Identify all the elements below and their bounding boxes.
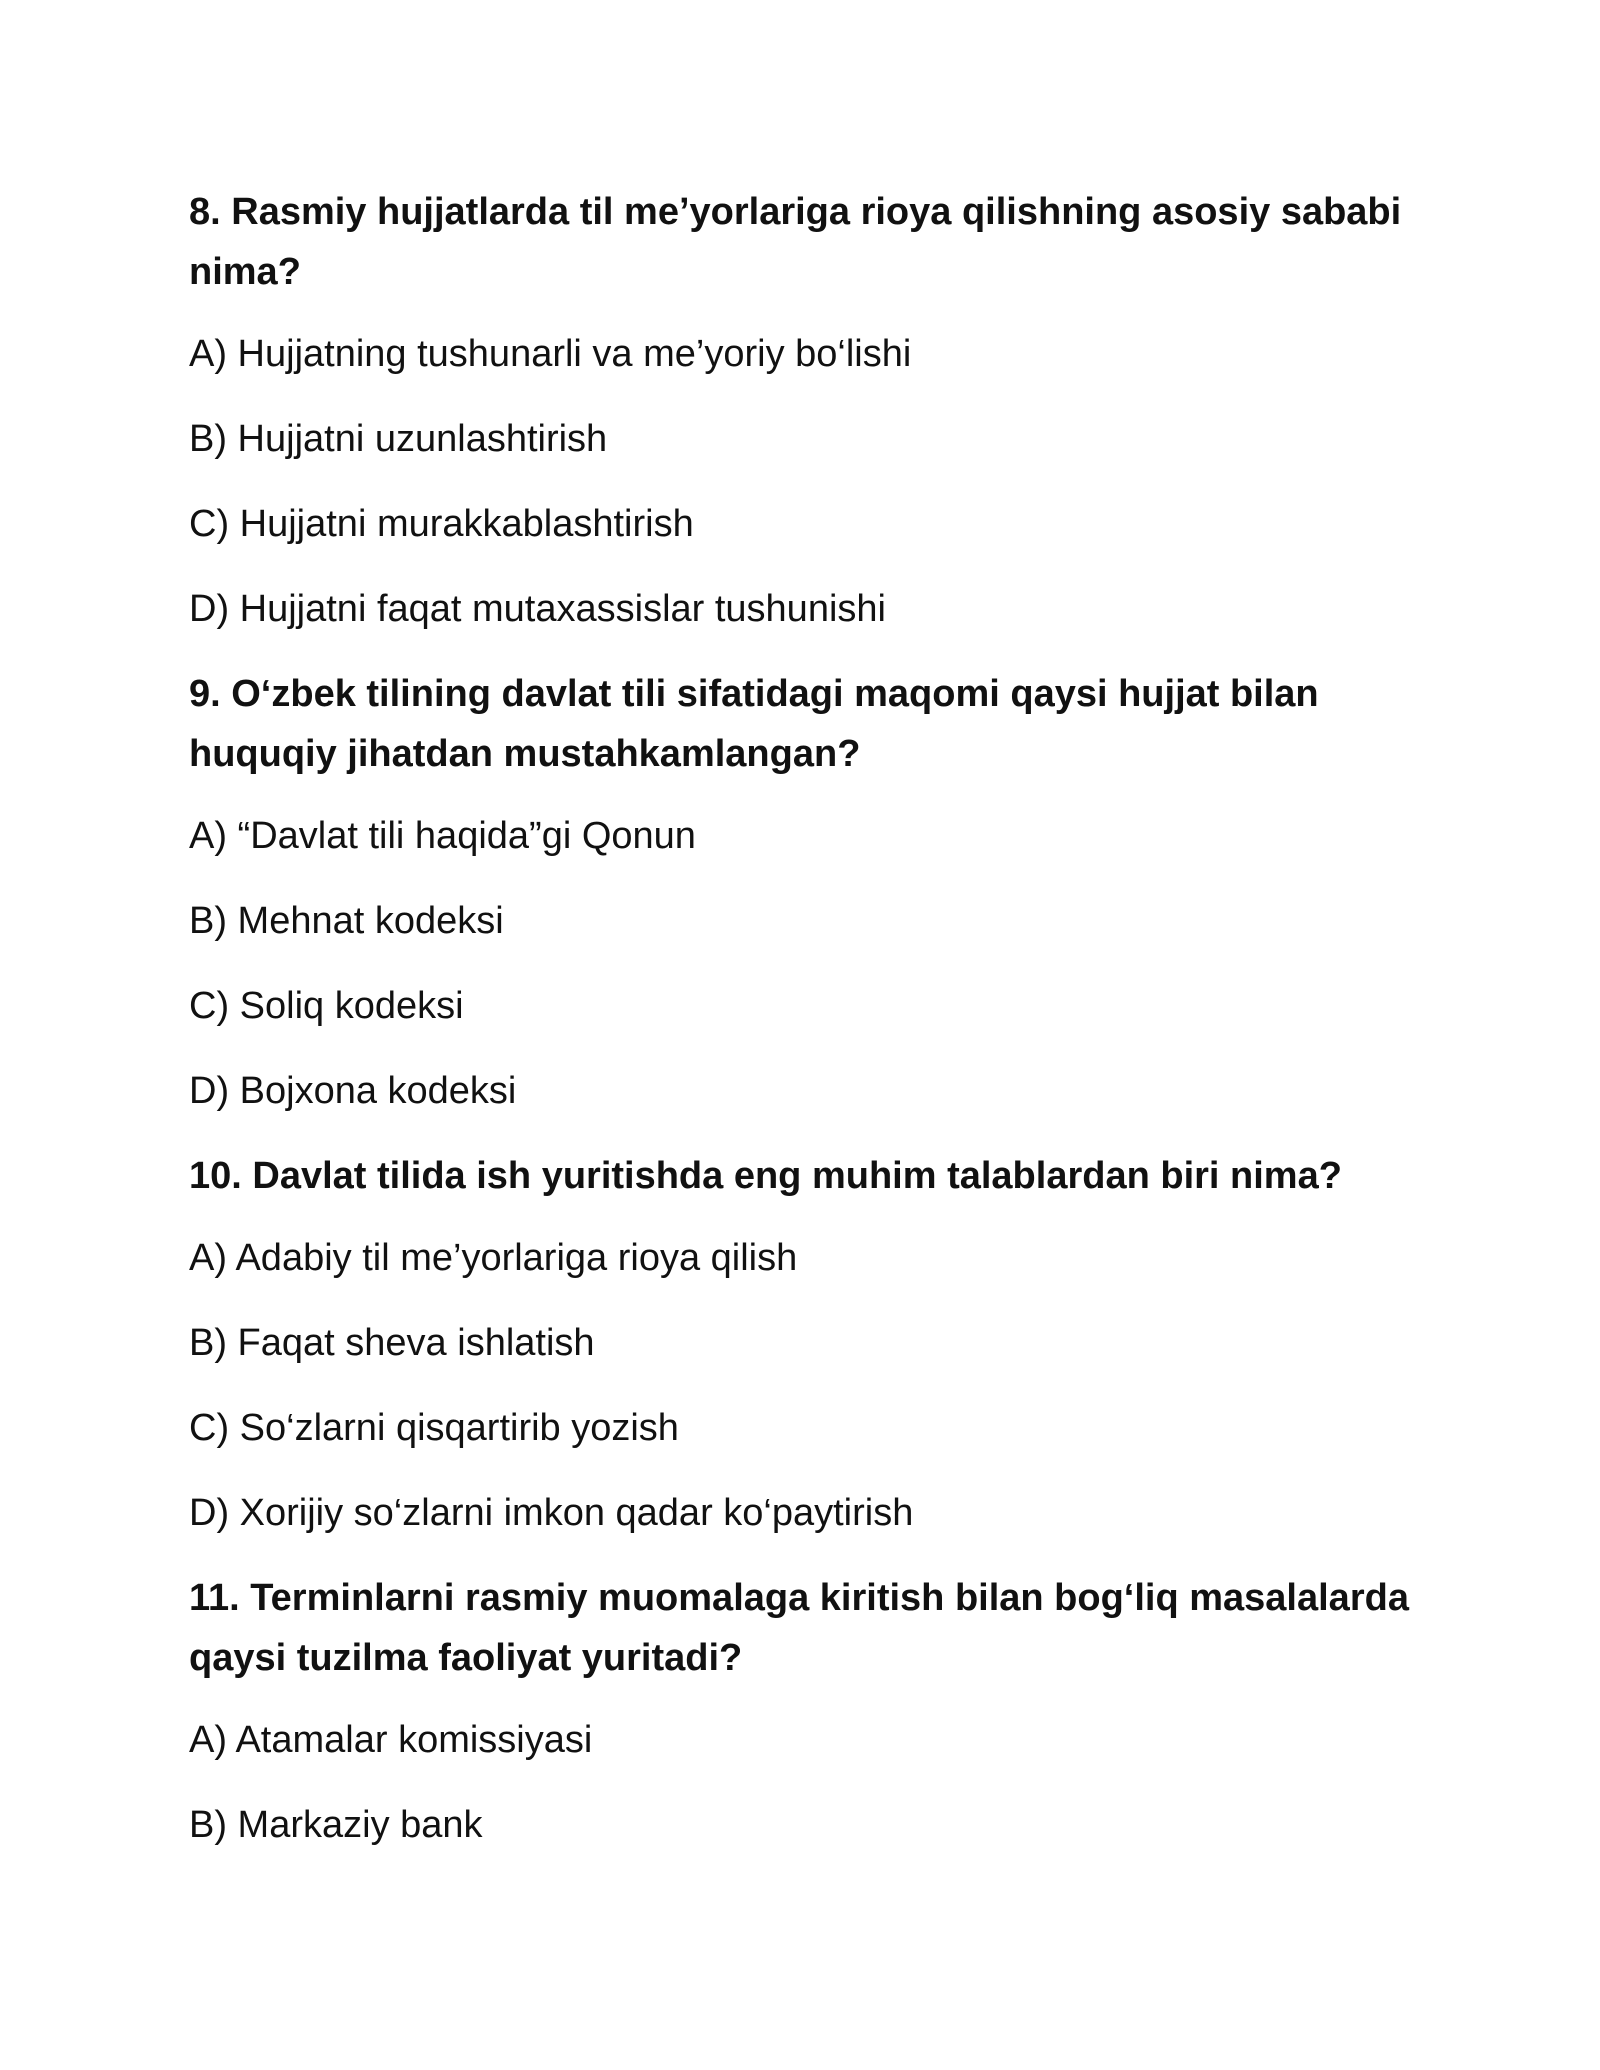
answer-option: C) So‘zlarni qisqartirib yozish: [189, 1407, 679, 1449]
question-block: [189, 182, 1419, 639]
answer-option: B) Hujjatni uzunlashtirish: [189, 418, 608, 460]
answer-option: A) Adabiy til me’yorlariga rioya qilish: [189, 1237, 798, 1279]
answer-option: A) Hujjatning tushunarli va me’yoriy bo‘lishi: [189, 333, 912, 375]
answer-option: A) Atamalar komissiyasi: [189, 1719, 593, 1761]
answer-option: C) Hujjatni murakkablashtirish: [189, 503, 694, 545]
question-block: [189, 1146, 1419, 1543]
question-text: 9. O‘zbek tilining davlat tili sifatidagi maqomi qaysi hujjat bilan huquqiy jihatdan mustahkamlangan?: [189, 673, 1319, 775]
question-block: [189, 1568, 1419, 1855]
question-block: [189, 664, 1419, 1121]
question-text: 11. Terminlarni rasmiy muomalaga kiritish bilan bog‘liq masalalarda qaysi tuzilma faoliyat yuritadi?: [189, 1577, 1409, 1679]
answer-option: D) Xorijiy so‘zlarni imkon qadar ko‘paytirish: [189, 1492, 914, 1534]
answer-option: B) Faqat sheva ishlatish: [189, 1322, 595, 1364]
answer-option: D) Hujjatni faqat mutaxassislar tushunishi: [189, 588, 886, 630]
answer-option: A) “Davlat tili haqida”gi Qonun: [189, 815, 696, 857]
question-list: [189, 182, 1419, 1880]
question-text: 8. Rasmiy hujjatlarda til me’yorlariga rioya qilishning asosiy sababi nima?: [189, 191, 1402, 293]
answer-option: D) Bojxona kodeksi: [189, 1070, 517, 1112]
answer-option: C) Soliq kodeksi: [189, 985, 464, 1027]
question-text: 10. Davlat tilida ish yuritishda eng muhim talablardan biri nima?: [189, 1155, 1342, 1197]
answer-option: B) Mehnat kodeksi: [189, 900, 504, 942]
answer-option: B) Markaziy bank: [189, 1804, 483, 1846]
